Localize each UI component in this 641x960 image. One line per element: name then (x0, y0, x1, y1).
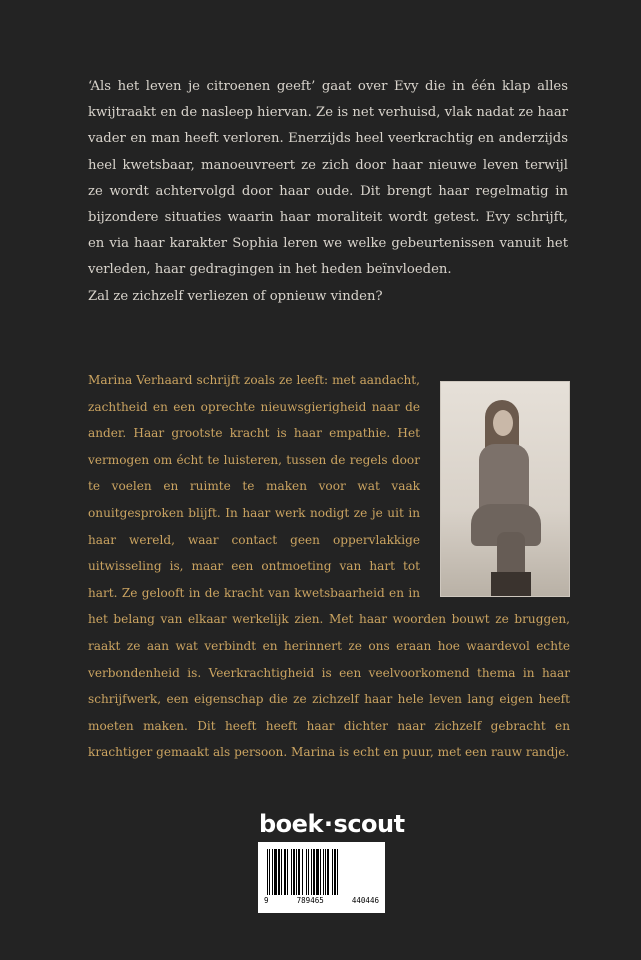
barcode-bar (298, 849, 300, 895)
logo-text-scout: scout (333, 810, 405, 838)
logo-dot: · (323, 810, 333, 838)
barcode-bar (327, 849, 329, 895)
barcode-number (261, 896, 382, 905)
barcode-bar (316, 849, 319, 895)
back-cover-blurb (88, 74, 568, 310)
barcode-bar (281, 849, 282, 895)
barcode-bar (267, 849, 268, 895)
barcode-bar (308, 849, 309, 895)
barcode-bar (287, 849, 288, 895)
barcode-bar (293, 849, 295, 895)
barcode-bar (313, 849, 315, 895)
barcode-bar (320, 849, 321, 895)
barcode-digit-first: 9 (264, 896, 269, 905)
barcode-bar (323, 849, 324, 895)
barcode-bar (291, 849, 292, 895)
isbn-barcode (258, 842, 385, 913)
barcode-bar (311, 849, 312, 895)
barcode-group-1: 789465 (296, 896, 324, 905)
barcode-bar (269, 849, 270, 895)
blurb-question: Zal ze zichzelf verliezen of opnieuw vinden? (88, 288, 383, 304)
publisher-logo (259, 809, 405, 839)
barcode-bar (332, 849, 333, 895)
barcode-bar (278, 849, 280, 895)
barcode-bar (306, 849, 307, 895)
author-bio-text: Marina Verhaard schrijft zoals ze leeft: met aandacht, zachtheid en een oprechte nieuwsgierigheid naar de ander. Haar grootste kracht is haar empathie. Het vermogen om écht te luisteren, tussen de regels door te voelen en ruimte te maken voor wat vaak onuitgesproken blijft. In haar werk nodigt ze je uit in haar wereld, waar contact geen oppervlakkige uitwisseling is, maar een ontmoeting van hart tot hart. Ze gelooft in de kracht van kwetsbaarheid en in het belang van elkaar werkelijk zien. Met haar woorden bouwt ze bruggen, raakt ze aan wat verbindt en herinnert ze ons eraan hoe waardevol echte verbondenheid is. Veerkrachtigheid is een veelvoorkomend thema in haar schrijfwerk, een eigenschap die ze zichzelf haar hele leven lang eigen heeft moeten maken. Dit heeft heeft haar dichter naar zichzelf gebracht en krachtiger gemaakt als persoon. Marina is echt en puur, met een rauw randje. (88, 373, 570, 760)
barcode-group-2: 440446 (351, 896, 379, 905)
barcode-bar (296, 849, 297, 895)
barcode-bar (302, 849, 303, 895)
barcode-bar (272, 849, 273, 895)
author-bio (88, 367, 570, 766)
blurb-paragraph: ‘Als het leven je citroenen geeft’ gaat over Evy die in één klap alles kwijtraakt en de nasleep hiervan. Ze is net verhuisd, vlak nadat ze haar vader en man heeft verloren. Enerzijds heel veerkrachtig en anderzijds heel kwetsbaar, manoeuvreert ze zich door haar nieuwe leven terwijl ze wordt achtervolgd door haar oude. Dit brengt haar regelmatig in bijzondere situaties waarin haar moraliteit wordt getest. Evy schrijft, en via haar karakter Sophia leren we welke gebeurtenissen vanuit het verleden, haar gedragingen in het heden beïnvloeden. (88, 79, 568, 278)
author-photo (440, 381, 570, 597)
barcode-bar (337, 849, 338, 895)
barcode-bar (325, 849, 326, 895)
logo-text-boek: boek (259, 810, 323, 838)
barcode-bars (267, 849, 376, 895)
barcode-bar (284, 849, 286, 895)
barcode-bar (274, 849, 277, 895)
barcode-bar (334, 849, 336, 895)
